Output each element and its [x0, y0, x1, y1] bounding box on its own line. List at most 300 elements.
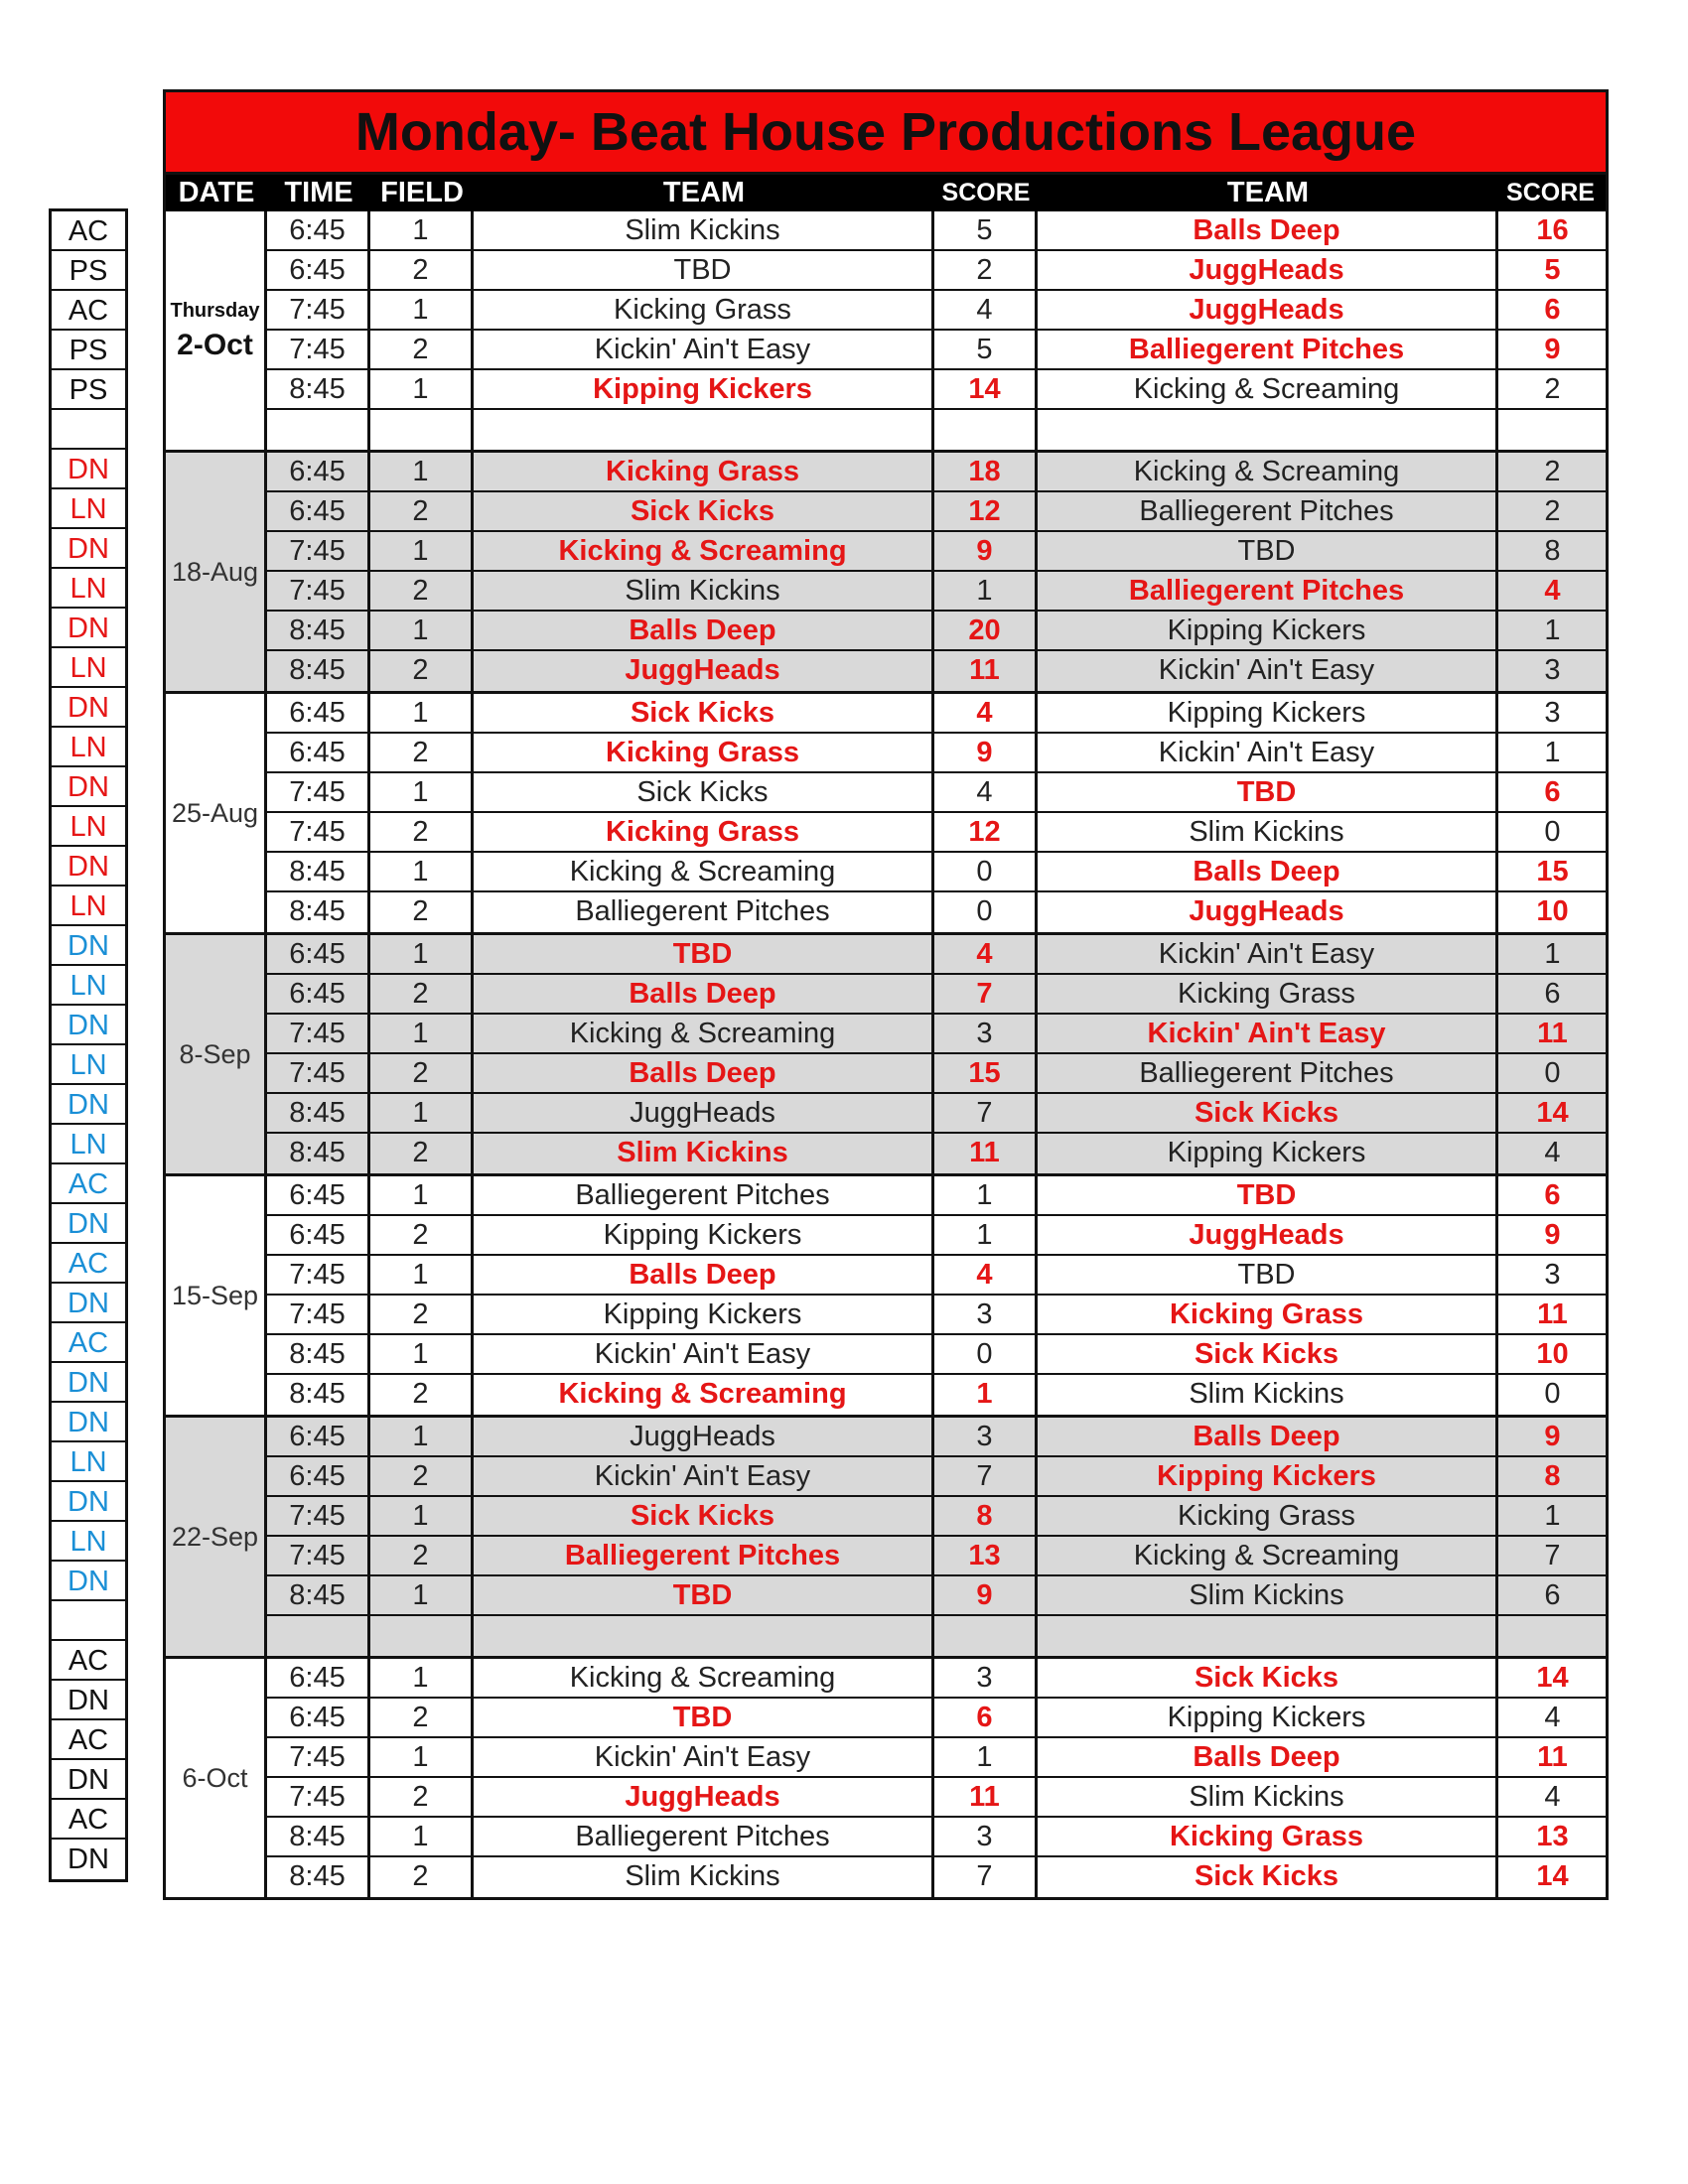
division-code: DN	[52, 1085, 125, 1125]
field-number: 2	[370, 1134, 474, 1173]
team-2: Kipping Kickers	[1038, 1699, 1498, 1736]
score-2: 9	[1544, 334, 1561, 365]
date-group	[166, 1176, 1606, 1418]
division-code: DN	[52, 1204, 125, 1244]
game-date: 8-Sep	[179, 1038, 251, 1069]
field-number: 2	[370, 1699, 474, 1736]
score-1: 1	[934, 1738, 1038, 1776]
game-time: 6:45	[267, 1418, 370, 1455]
team-2: Kicking & Screaming	[1038, 453, 1498, 490]
game-time: 8:45	[267, 612, 370, 649]
table-row	[267, 410, 1607, 450]
score-1: 7	[934, 975, 1038, 1013]
date-cell	[166, 1418, 267, 1656]
date-group	[166, 1659, 1606, 1897]
team-1: Kicking Grass	[474, 734, 934, 771]
division-code: DN	[52, 767, 125, 807]
table-row	[267, 1296, 1607, 1335]
division-code: AC	[52, 1323, 125, 1363]
division-code: PS	[52, 370, 125, 410]
score-2: 11	[1537, 1298, 1568, 1330]
game-time: 7:45	[267, 773, 370, 811]
score-1: 13	[934, 1537, 1038, 1574]
score-1: 5	[934, 211, 1038, 249]
division-code: DN	[52, 450, 125, 489]
division-code: DN	[52, 1403, 125, 1442]
score-2: 4	[1544, 575, 1561, 607]
team-1: JuggHeads	[474, 1094, 934, 1132]
division-code: DN	[52, 1681, 125, 1720]
team-2: JuggHeads	[1038, 892, 1498, 932]
team-1: Kicking & Screaming	[474, 1375, 934, 1415]
score-2: 4	[1544, 1781, 1561, 1813]
score-1: 14	[934, 370, 1038, 408]
field-number: 1	[370, 612, 474, 649]
game-time: 8:45	[267, 1094, 370, 1132]
division-code: AC	[52, 1641, 125, 1681]
game-rows	[267, 694, 1607, 932]
field-number: 1	[370, 532, 474, 570]
schedule-table	[163, 89, 1609, 1900]
table-row	[267, 572, 1607, 612]
table-row	[267, 612, 1607, 651]
division-code: DN	[52, 1760, 125, 1800]
field-number: 2	[370, 1375, 474, 1415]
division-code: DN	[52, 1562, 125, 1601]
field-number: 2	[370, 892, 474, 932]
division-code: LN	[52, 728, 125, 767]
score-2: 0	[1544, 816, 1561, 848]
table-row	[267, 1216, 1607, 1256]
field-number: 2	[370, 734, 474, 771]
score-2: 2	[1544, 456, 1561, 487]
score-2: 10	[1536, 1338, 1569, 1370]
game-time: 7:45	[267, 291, 370, 329]
team-1: Balliegerent Pitches	[474, 1818, 934, 1855]
team-1: Sick Kicks	[474, 1497, 934, 1535]
score-2: 4	[1544, 1137, 1561, 1168]
team-1: Balls Deep	[474, 612, 934, 649]
team-1: Kicking & Screaming	[474, 1659, 934, 1697]
schedule-body	[166, 211, 1606, 1897]
team-2: Slim Kickins	[1038, 1375, 1498, 1415]
table-row	[267, 1418, 1607, 1457]
team-2: Sick Kicks	[1038, 1857, 1498, 1897]
score-1: 9	[934, 734, 1038, 771]
division-code: DN	[52, 688, 125, 728]
team-2: Slim Kickins	[1038, 1576, 1498, 1614]
table-row	[267, 1054, 1607, 1094]
field-number: 2	[370, 251, 474, 289]
game-rows	[267, 935, 1607, 1173]
header-date: DATE	[178, 177, 255, 208]
team-2: TBD	[1038, 532, 1498, 570]
team-2: Sick Kicks	[1038, 1094, 1498, 1132]
table-row	[267, 892, 1607, 932]
game-date: 18-Aug	[171, 556, 259, 587]
division-code: PS	[52, 331, 125, 370]
game-time: 6:45	[267, 975, 370, 1013]
score-2: 1	[1544, 1500, 1561, 1532]
team-2: Kickin' Ain't Easy	[1038, 935, 1498, 973]
score-2: 6	[1544, 978, 1561, 1010]
division-code: LN	[52, 489, 125, 529]
score-1: 1	[934, 1216, 1038, 1254]
team-1: Kipping Kickers	[474, 370, 934, 408]
score-1: 15	[934, 1054, 1038, 1092]
score-2: 10	[1536, 895, 1569, 927]
score-1: 4	[934, 1256, 1038, 1294]
score-1: 12	[934, 813, 1038, 851]
team-1: TBD	[474, 935, 934, 973]
score-1: 5	[934, 331, 1038, 368]
field-number: 1	[370, 1015, 474, 1052]
field-number: 1	[370, 1335, 474, 1373]
team-1: TBD	[474, 251, 934, 289]
division-code: DN	[68, 1843, 109, 1875]
division-code: LN	[52, 569, 125, 609]
division-code: LN	[52, 887, 125, 926]
score-1: 1	[934, 572, 1038, 610]
game-time: 7:45	[267, 1015, 370, 1052]
game-time: 6:45	[267, 694, 370, 732]
day-of-week: Thursday	[170, 299, 260, 322]
table-row	[267, 1537, 1607, 1576]
team-1: Balls Deep	[474, 1256, 934, 1294]
score-2: 2	[1544, 495, 1561, 527]
team-2: Balls Deep	[1038, 211, 1498, 249]
score-1: 0	[934, 892, 1038, 932]
field-number: 2	[370, 1537, 474, 1574]
table-row	[267, 813, 1607, 853]
division-code: AC	[52, 1244, 125, 1284]
score-1: 8	[934, 1497, 1038, 1535]
team-1: Balliegerent Pitches	[474, 892, 934, 932]
game-time: 7:45	[267, 1778, 370, 1816]
score-2: 9	[1544, 1219, 1561, 1251]
game-date: 15-Sep	[171, 1280, 259, 1310]
team-1: Balls Deep	[474, 1054, 934, 1092]
game-time: 7:45	[267, 532, 370, 570]
field-number: 1	[370, 1497, 474, 1535]
score-1: 1	[934, 1176, 1038, 1214]
score-2: 14	[1536, 1860, 1569, 1892]
score-1: 9	[934, 1576, 1038, 1614]
field-number: 1	[370, 1659, 474, 1697]
header-score-2: SCORE	[1506, 179, 1595, 206]
game-time: 8:45	[267, 651, 370, 691]
field-number: 2	[370, 1778, 474, 1816]
team-2: Balliegerent Pitches	[1038, 492, 1498, 530]
table-row	[267, 1576, 1607, 1616]
score-2: 1	[1544, 938, 1561, 970]
game-rows	[267, 211, 1607, 450]
team-2: Kicking & Screaming	[1038, 1537, 1498, 1574]
score-1: 12	[934, 492, 1038, 530]
team-2: Sick Kicks	[1038, 1335, 1498, 1373]
game-time: 8:45	[267, 892, 370, 932]
game-time: 8:45	[267, 1375, 370, 1415]
field-number: 1	[370, 935, 474, 973]
score-2: 11	[1537, 1018, 1568, 1049]
field-number: 2	[370, 492, 474, 530]
team-2: Kipping Kickers	[1038, 1134, 1498, 1173]
field-number: 2	[370, 1296, 474, 1333]
team-2: TBD	[1038, 1256, 1498, 1294]
game-time: 8:45	[267, 1134, 370, 1173]
header-team-1: TEAM	[662, 177, 746, 208]
date-group	[166, 1418, 1606, 1659]
header-score-1: SCORE	[941, 179, 1031, 206]
division-code: AC	[52, 1164, 125, 1204]
score-2: 4	[1544, 1702, 1561, 1733]
field-number: 1	[370, 773, 474, 811]
game-date: 6-Oct	[182, 1762, 248, 1793]
score-2: 13	[1536, 1821, 1569, 1852]
division-code: DN	[52, 1284, 125, 1323]
team-1: TBD	[474, 1699, 934, 1736]
table-row	[267, 1134, 1607, 1173]
division-code: LN	[52, 1442, 125, 1482]
table-row	[267, 453, 1607, 492]
field-number: 2	[370, 1054, 474, 1092]
team-1: Sick Kicks	[474, 694, 934, 732]
team-2: Balliegerent Pitches	[1038, 572, 1498, 610]
score-2: 1	[1544, 737, 1561, 768]
score-2	[1498, 410, 1607, 450]
field-number	[370, 410, 474, 450]
game-rows	[267, 1418, 1607, 1656]
table-row	[267, 1616, 1607, 1656]
division-code: LN	[52, 1125, 125, 1164]
division-code: LN	[52, 966, 125, 1006]
table-row	[267, 1857, 1607, 1897]
team-1: Kickin' Ain't Easy	[474, 1738, 934, 1776]
team-2: TBD	[1038, 1176, 1498, 1214]
score-1: 7	[934, 1857, 1038, 1897]
team-2: Balls Deep	[1038, 1738, 1498, 1776]
score-2: 3	[1544, 654, 1561, 686]
score-2: 3	[1544, 1259, 1561, 1291]
game-time: 6:45	[267, 935, 370, 973]
table-row	[267, 1457, 1607, 1497]
score-1: 7	[934, 1094, 1038, 1132]
table-row	[267, 694, 1607, 734]
game-rows	[267, 1176, 1607, 1415]
team-1: Slim Kickins	[474, 572, 934, 610]
table-row	[267, 1015, 1607, 1054]
score-1: 0	[934, 1335, 1038, 1373]
team-2: JuggHeads	[1038, 1216, 1498, 1254]
field-number: 1	[370, 1818, 474, 1855]
team-2: Kicking Grass	[1038, 1497, 1498, 1535]
field-number: 1	[370, 853, 474, 890]
score-1: 11	[934, 651, 1038, 691]
game-time: 6:45	[267, 1659, 370, 1697]
field-number: 2	[370, 331, 474, 368]
field-number: 1	[370, 1256, 474, 1294]
table-row	[267, 211, 1607, 251]
game-time: 8:45	[267, 370, 370, 408]
game-time: 6:45	[267, 251, 370, 289]
score-2: 7	[1544, 1540, 1561, 1571]
table-row	[267, 1699, 1607, 1738]
score-1: 3	[934, 1418, 1038, 1455]
team-2: Kicking Grass	[1038, 1818, 1498, 1855]
division-code: LN	[52, 1522, 125, 1562]
team-2: Kipping Kickers	[1038, 1457, 1498, 1495]
game-time: 7:45	[267, 572, 370, 610]
score-2: 14	[1536, 1097, 1569, 1129]
page-title: Monday- Beat House Productions League	[166, 92, 1606, 175]
score-2: 11	[1537, 1741, 1568, 1773]
table-row	[267, 1659, 1607, 1699]
date-cell	[166, 453, 267, 691]
score-2: 6	[1544, 1179, 1561, 1211]
division-code: AC	[52, 211, 125, 251]
table-row	[267, 1094, 1607, 1134]
field-number: 1	[370, 291, 474, 329]
score-2: 6	[1544, 776, 1561, 808]
table-row	[267, 651, 1607, 691]
team-1: Slim Kickins	[474, 211, 934, 249]
table-row	[267, 853, 1607, 892]
field-number	[370, 1616, 474, 1656]
team-2	[1038, 410, 1498, 450]
team-2: Slim Kickins	[1038, 1778, 1498, 1816]
score-1: 20	[934, 612, 1038, 649]
team-2: JuggHeads	[1038, 251, 1498, 289]
division-code: LN	[52, 648, 125, 688]
game-date: 2-Oct	[177, 328, 253, 361]
game-time: 6:45	[267, 211, 370, 249]
field-number: 1	[370, 1738, 474, 1776]
team-1: Kicking & Screaming	[474, 1015, 934, 1052]
field-number: 2	[370, 1457, 474, 1495]
division-code: DN	[52, 609, 125, 648]
game-date: 25-Aug	[171, 797, 259, 828]
score-1: 3	[934, 1659, 1038, 1697]
table-row	[267, 251, 1607, 291]
field-number: 1	[370, 1176, 474, 1214]
division-code	[52, 410, 125, 450]
score-1: 9	[934, 532, 1038, 570]
score-2: 6	[1544, 1579, 1561, 1611]
game-time: 7:45	[267, 331, 370, 368]
score-2: 0	[1544, 1378, 1561, 1410]
team-1: Kicking Grass	[474, 453, 934, 490]
score-1: 11	[934, 1778, 1038, 1816]
game-time: 7:45	[267, 1054, 370, 1092]
date-group	[166, 935, 1606, 1176]
table-row	[267, 773, 1607, 813]
division-code: AC	[52, 291, 125, 331]
division-code: DN	[52, 1482, 125, 1522]
game-time: 8:45	[267, 1335, 370, 1373]
team-2	[1038, 1616, 1498, 1656]
team-1: Slim Kickins	[474, 1857, 934, 1897]
division-code: DN	[52, 1006, 125, 1045]
game-rows	[267, 453, 1607, 691]
game-time: 8:45	[267, 853, 370, 890]
game-time: 6:45	[267, 1176, 370, 1214]
team-2: Sick Kicks	[1038, 1659, 1498, 1697]
score-1: 11	[934, 1134, 1038, 1173]
table-row	[267, 532, 1607, 572]
table-row	[267, 1818, 1607, 1857]
table-row	[267, 1256, 1607, 1296]
division-code	[52, 1601, 125, 1641]
table-row	[267, 1335, 1607, 1375]
team-1	[474, 1616, 934, 1656]
game-date: 22-Sep	[171, 1521, 259, 1552]
field-number: 1	[370, 370, 474, 408]
team-1: Balliegerent Pitches	[474, 1176, 934, 1214]
date-group	[166, 453, 1606, 694]
score-1	[934, 1616, 1038, 1656]
score-1: 4	[934, 935, 1038, 973]
division-code: DN	[52, 529, 125, 569]
table-row	[267, 734, 1607, 773]
score-2: 8	[1544, 1460, 1561, 1492]
field-number: 1	[370, 211, 474, 249]
score-1: 2	[934, 251, 1038, 289]
team-2: TBD	[1038, 773, 1498, 811]
game-time: 7:45	[267, 813, 370, 851]
game-time: 8:45	[267, 1857, 370, 1897]
team-1: Kicking & Screaming	[474, 853, 934, 890]
score-1: 6	[934, 1699, 1038, 1736]
team-2: Kipping Kickers	[1038, 612, 1498, 649]
date-cell	[166, 211, 267, 450]
score-2: 0	[1544, 1057, 1561, 1089]
table-row	[267, 492, 1607, 532]
score-2: 15	[1536, 856, 1569, 887]
team-1: Kickin' Ain't Easy	[474, 1457, 934, 1495]
score-2: 16	[1536, 214, 1569, 246]
date-cell	[166, 935, 267, 1173]
score-2: 14	[1536, 1662, 1569, 1694]
score-1: 3	[934, 1296, 1038, 1333]
score-2: 9	[1544, 1421, 1561, 1452]
score-2: 6	[1544, 294, 1561, 326]
team-1: Kickin' Ain't Easy	[474, 331, 934, 368]
division-code: AC	[52, 1800, 125, 1840]
team-2: Kickin' Ain't Easy	[1038, 1015, 1498, 1052]
table-row	[267, 1738, 1607, 1778]
team-2: Balliegerent Pitches	[1038, 331, 1498, 368]
game-time: 7:45	[267, 1296, 370, 1333]
game-time: 6:45	[267, 453, 370, 490]
team-2: Kicking & Screaming	[1038, 370, 1498, 408]
score-1: 4	[934, 773, 1038, 811]
team-2: Kipping Kickers	[1038, 694, 1498, 732]
team-2: Balls Deep	[1038, 1418, 1498, 1455]
header-time: TIME	[284, 177, 353, 208]
game-time: 6:45	[267, 1216, 370, 1254]
field-number: 1	[370, 1576, 474, 1614]
field-number: 2	[370, 1857, 474, 1897]
score-1: 7	[934, 1457, 1038, 1495]
score-1: 18	[934, 453, 1038, 490]
table-row	[267, 975, 1607, 1015]
team-1: Sick Kicks	[474, 492, 934, 530]
field-number: 2	[370, 975, 474, 1013]
game-time: 8:45	[267, 1576, 370, 1614]
table-row	[267, 370, 1607, 410]
score-1: 4	[934, 291, 1038, 329]
header-row	[166, 175, 1606, 211]
